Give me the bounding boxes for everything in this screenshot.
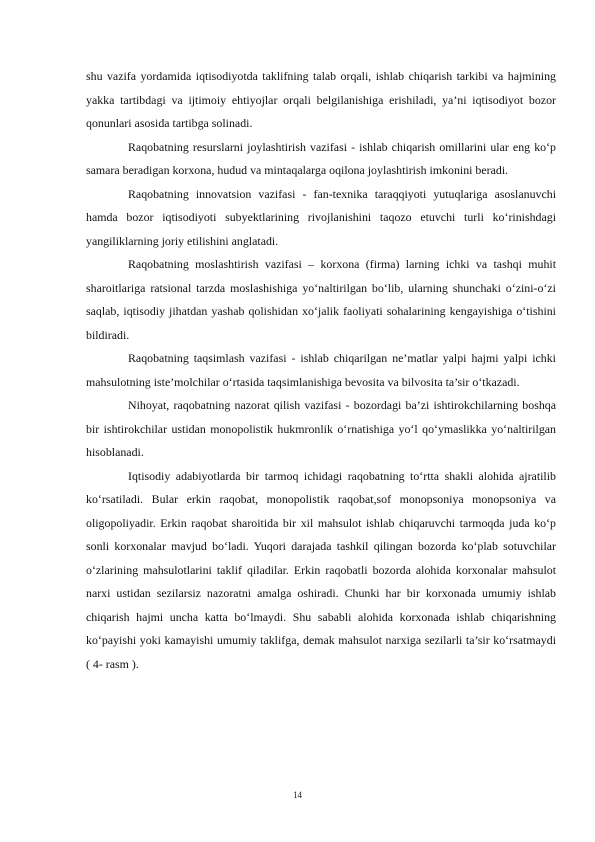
paragraph: shu vazifa yordamida iqtisodiyotda taklifning talab orqali, ishlab chiqarish tarkibi va hajmining yakka tartibdagi va ijtimoiy ehtiyojlar orqali belgilanishiga erishiladi, ya’ni iqtisodiyot bozor qonunlari asosida tartibga solinadi.	[86, 69, 556, 130]
page-number: 14	[293, 790, 302, 800]
paragraph: Raqobatning innovatsion vazifasi - fan-texnika taraqqiyoti yutuqlariga asoslanuvchi hamda bozor iqtisodiyoti subyektlarining rivojlanishini taqozo etuvchi turli ko‘rinishdagi yangiliklarning joriy etilishini anglatadi.	[86, 186, 556, 248]
paragraph: Raqobatning taqsimlash vazifasi - ishlab chiqarilgan ne’matlar yalpi hajmi yalpi ichki mahsulotning iste’molchilar o‘rtasida taqsimlanishiga bevosita va bilvosita ta’sir o‘tkazadi.	[86, 351, 556, 389]
paragraph: Raqobatning moslashtirish vazifasi – korxona (firma) larning ichki va tashqi muhit sharoitlariga ratsional tarzda moslashishiga yo‘naltirilgan bo‘lib, ularning shunchaki o‘zini-o‘zi saqlab, iqtisodiy jihatdan yashab qolishidan xo‘jalik faoliyati sohalarining kengayishiga o‘tishini bildiradi.	[86, 257, 556, 342]
paragraph: Nihoyat, raqobatning nazorat qilish vazifasi - bozordagi ba’zi ishtirokchilarning boshqa bir ishtirokchilar ustidan monopolistik hukmronlik o‘rnatishiga yo‘l qo‘ymaslikka yo‘naltirilgan hisoblanadi.	[86, 398, 556, 459]
body-text	[86, 65, 556, 676]
paragraph: Iqtisodiy adabiyotlarda bir tarmoq ichidagi raqobatning to‘rtta shakli alohida ajratilib ko‘rsatiladi. Bular erkin raqobat, monopolistik raqobat,sof monopsoniya monopsoniya va oligopoliyadir. Erkin raqobat sharoitida bir xil mahsulot ishlab chiqaruvchi tarmoqda juda ko‘p sonli korxonalar mavjud bo‘ladi. Yuqori darajada tashkil qilingan bozorda ko‘plab sotuvchilar o‘zlarining mahsulotlarini taklif qiladilar. Erkin raqobatli bozorda alohida korxonalar mahsulot narxi ustidan sezilarsiz nazoratni amalga oshiradi. Chunki har bir korxonada umumiy ishlab chiqarish hajmi uncha katta bo‘lmaydi. Shu sababli alohida korxonada ishlab chiqarishning ko‘payishi yoki kamayishi umumiy taklifga, demak mahsulot narxiga sezilarli ta’sir ko‘rsatmaydi ( 4- rasm ).	[86, 468, 556, 671]
paragraph: Raqobatning resurslarni joylashtirish vazifasi - ishlab chiqarish omillarini ular eng ko‘p samara beradigan korxona, hudud va mintaqalarga oqilona joylashtirish imkonini beradi.	[86, 139, 556, 177]
